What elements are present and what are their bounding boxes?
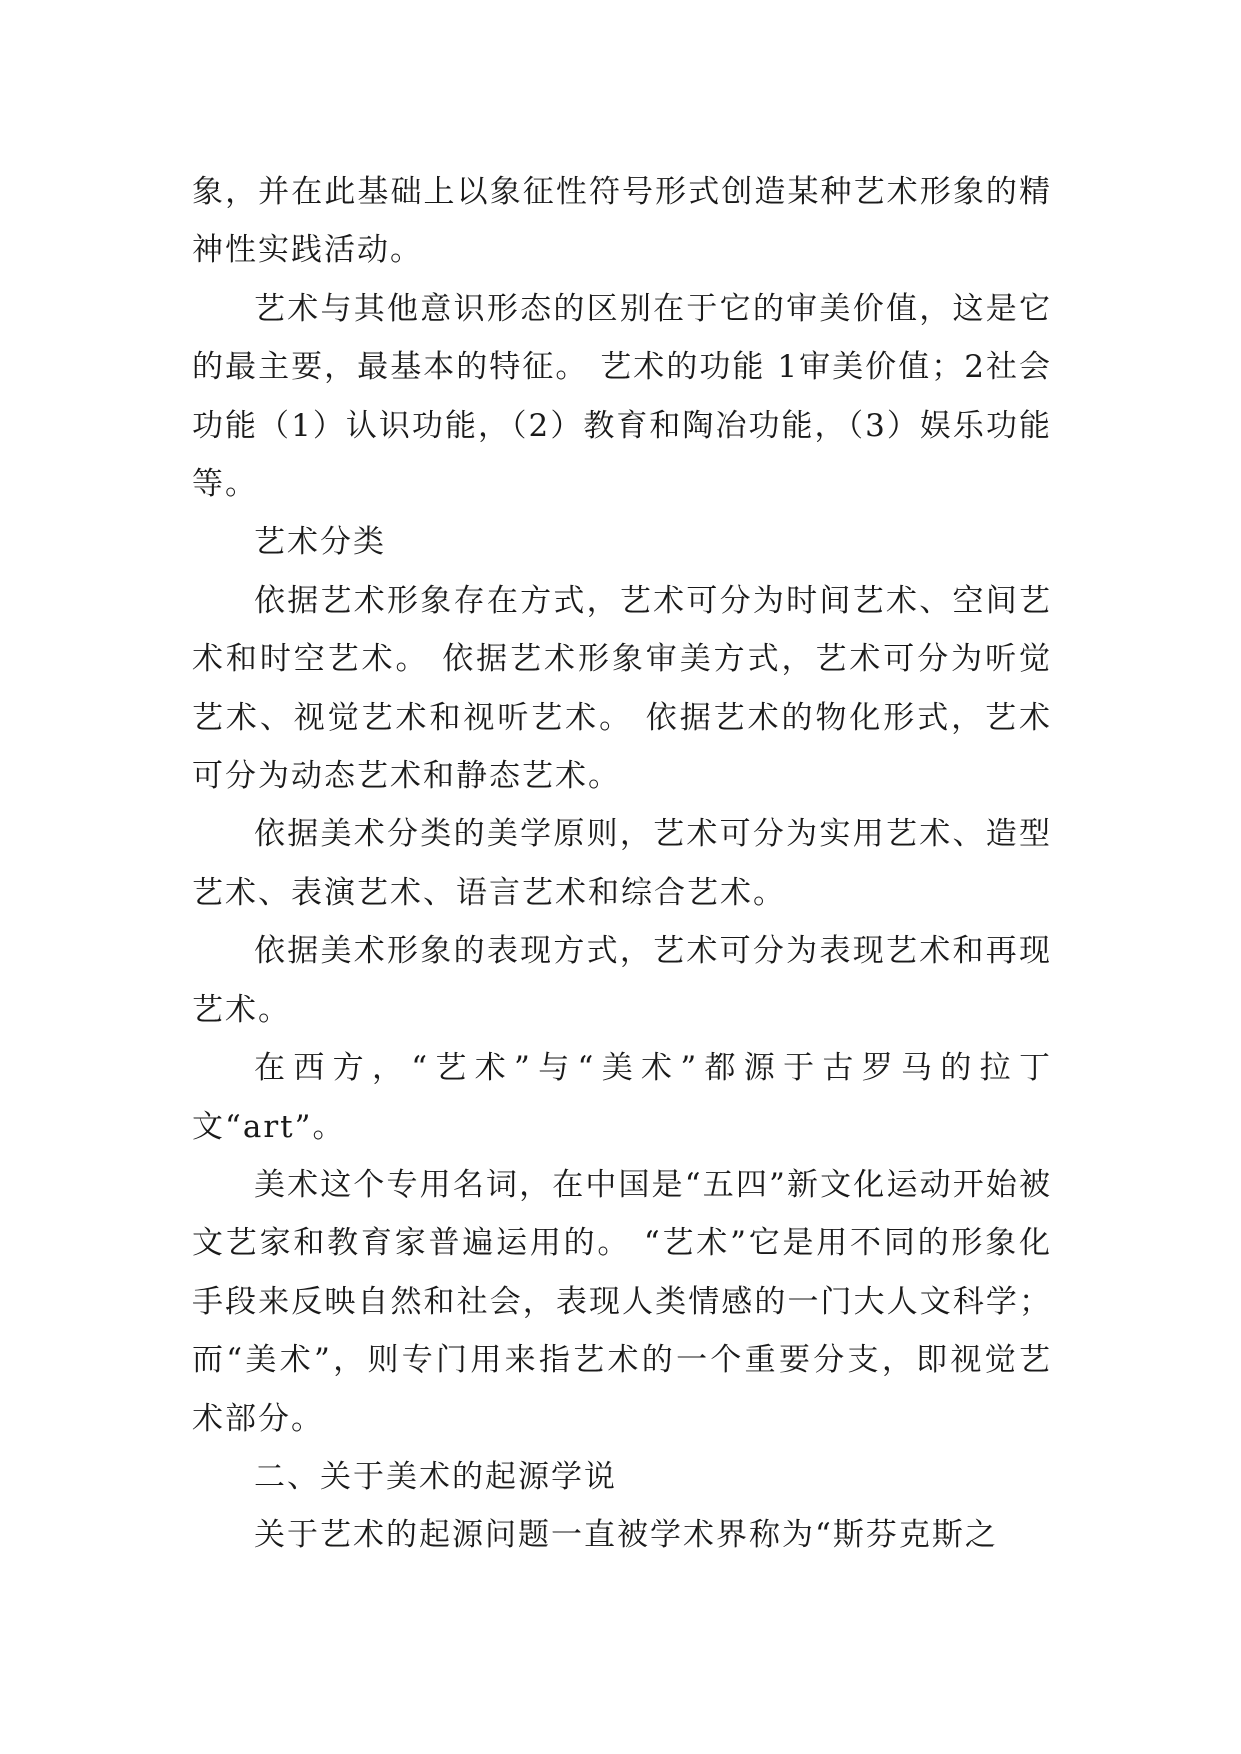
paragraph-expression-modes: 依据美术形象的表现方式，艺术可分为表现艺术和再现艺术。 bbox=[192, 933, 1052, 1028]
paragraph-origin-question: 关于艺术的起源问题一直被学术界称为“斯芬克斯之 bbox=[254, 1517, 998, 1554]
paragraph-western-origin: 在西方，“艺术”与“美术”都源于古罗马的拉丁文“art”。 bbox=[192, 1050, 1052, 1145]
section-heading-art-classification: 艺术分类 bbox=[254, 524, 386, 561]
paragraph-aesthetic-principles: 依据美术分类的美学原则，艺术可分为实用艺术、造型艺术、表演艺术、语言艺术和综合艺术。 bbox=[192, 816, 1052, 911]
paragraph-continuation: 象，并在此基础上以象征性符号形式创造某种艺术形象的精神性实践活动。 bbox=[192, 174, 1052, 269]
paragraph-fine-arts-term: 美术这个专用名词，在中国是“五四”新文化运动开始被文艺家和教育家普遍运用的。 “艺术”它是用不同的形象化手段来反映自然和社会，表现人类情感的一门大人文科学；而“美术”，则专门用来指艺术的一个重要分支，即视觉艺术部分。 bbox=[192, 1166, 1052, 1437]
section-heading-origin-theories: 二、关于美术的起源学说 bbox=[254, 1458, 617, 1495]
body-text bbox=[192, 163, 1052, 1565]
paragraph-aesthetic-value: 艺术与其他意识形态的区别在于它的审美价值，这是它的最主要，最基本的特征。 艺术的功能 1审美价值；2社会功能（1）认识功能，（2）教育和陶冶功能，（3）娱乐功能等。 bbox=[192, 290, 1052, 503]
paragraph-classification-modes: 依据艺术形象存在方式，艺术可分为时间艺术、空间艺术和时空艺术。 依据艺术形象审美方式，艺术可分为听觉艺术、视觉艺术和视听艺术。 依据艺术的物化形式，艺术可分为动态艺术和静态艺术。 bbox=[192, 582, 1052, 795]
